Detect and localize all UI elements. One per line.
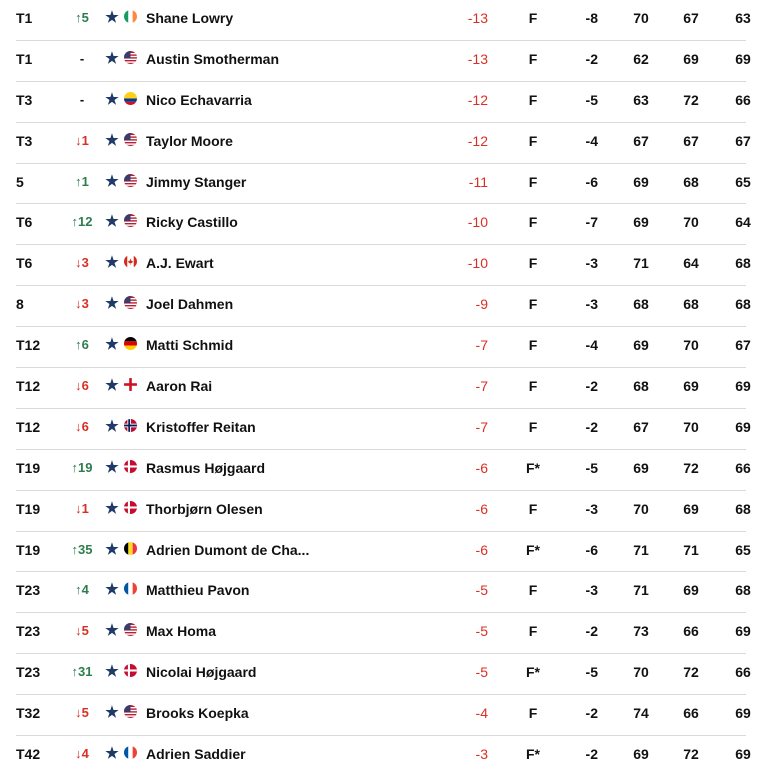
round-2-score: 69 [680,368,702,408]
player-name[interactable]: Adrien Dumont de Cha... [146,532,316,572]
total-score: -6 [456,450,488,490]
star-icon[interactable]: ★ [104,164,120,204]
position: T6 [16,204,56,244]
round-3-score: 69 [732,736,754,776]
today-score: -3 [576,286,598,326]
position: T19 [16,491,56,531]
position-movement: ↓1 [60,491,104,531]
position: 5 [16,164,56,204]
star-icon[interactable]: ★ [104,572,120,612]
round-3-score: 66 [732,82,754,122]
total-score: -13 [456,41,488,81]
table-row[interactable] [16,572,746,613]
thru-status: F [516,123,550,163]
round-2-score: 69 [680,41,702,81]
round-1-score: 69 [630,164,652,204]
star-icon[interactable]: ★ [104,613,120,653]
round-1-score: 67 [630,409,652,449]
star-icon[interactable]: ★ [104,286,120,326]
position: T12 [16,368,56,408]
position: T3 [16,82,56,122]
player-name[interactable]: Aaron Rai [146,368,316,408]
total-score: -12 [456,82,488,122]
round-3-score: 65 [732,532,754,572]
position: T42 [16,736,56,776]
thru-status: F [516,0,550,40]
today-score: -3 [576,245,598,285]
star-icon[interactable]: ★ [104,491,120,531]
round-3-score: 67 [732,123,754,163]
round-3-score: 67 [732,327,754,367]
player-name[interactable]: Kristoffer Reitan [146,409,316,449]
thru-status: F [516,409,550,449]
round-1-score: 62 [630,41,652,81]
usa-flag-icon [124,623,137,636]
round-1-score: 70 [630,654,652,694]
round-3-score: 69 [732,695,754,735]
total-score: -7 [456,368,488,408]
thru-status: F [516,82,550,122]
round-2-score: 70 [680,409,702,449]
usa-flag-icon [124,133,137,146]
star-icon[interactable]: ★ [104,41,120,81]
position: T1 [16,0,56,40]
player-name[interactable]: A.J. Ewart [146,245,316,285]
germany-flag-icon [124,337,137,350]
position-movement: ↓3 [60,286,104,326]
round-1-score: 71 [630,572,652,612]
total-score: -13 [456,0,488,40]
round-1-score: 69 [630,450,652,490]
round-1-score: 69 [630,736,652,776]
star-icon[interactable]: ★ [104,368,120,408]
star-icon[interactable]: ★ [104,82,120,122]
total-score: -10 [456,204,488,244]
star-icon[interactable]: ★ [104,327,120,367]
thru-status: F [516,613,550,653]
player-name[interactable]: Brooks Koepka [146,695,316,735]
round-3-score: 66 [732,450,754,490]
round-2-score: 67 [680,0,702,40]
round-1-score: 71 [630,532,652,572]
table-row[interactable] [16,409,746,450]
total-score: -5 [456,572,488,612]
position: T6 [16,245,56,285]
thru-status: F* [516,736,550,776]
round-1-score: 67 [630,123,652,163]
table-row[interactable] [16,286,746,327]
today-score: -2 [576,368,598,408]
thru-status: F [516,164,550,204]
norway-flag-icon [124,419,137,432]
star-icon[interactable]: ★ [104,695,120,735]
round-3-score: 65 [732,164,754,204]
position-movement: ↓5 [60,695,104,735]
player-name[interactable]: Joel Dahmen [146,286,316,326]
round-2-score: 66 [680,613,702,653]
position: T23 [16,654,56,694]
total-score: -10 [456,245,488,285]
today-score: -6 [576,532,598,572]
usa-flag-icon [124,296,137,309]
table-row[interactable] [16,532,746,573]
round-2-score: 72 [680,736,702,776]
thru-status: F [516,286,550,326]
player-name[interactable]: Rasmus Højgaard [146,450,316,490]
round-1-score: 68 [630,286,652,326]
position-movement: ↑31 [60,654,104,694]
today-score: -4 [576,327,598,367]
round-3-score: 68 [732,572,754,612]
round-3-score: 69 [732,613,754,653]
star-icon[interactable]: ★ [104,204,120,244]
total-score: -6 [456,532,488,572]
thru-status: F* [516,450,550,490]
round-2-score: 64 [680,245,702,285]
position-movement: ↑5 [60,0,104,40]
today-score: -5 [576,82,598,122]
round-1-score: 63 [630,82,652,122]
player-name[interactable]: Taylor Moore [146,123,316,163]
table-row[interactable] [16,736,746,777]
table-row[interactable] [16,327,746,368]
player-name[interactable]: Nicolai Højgaard [146,654,316,694]
france-flag-icon [124,746,137,759]
player-name[interactable]: Nico Echavarria [146,82,316,122]
usa-flag-icon [124,705,137,718]
today-score: -7 [576,204,598,244]
table-row[interactable] [16,0,746,41]
position-movement: ↓6 [60,409,104,449]
round-2-score: 69 [680,491,702,531]
round-1-score: 69 [630,327,652,367]
position-movement: ↑4 [60,572,104,612]
round-2-score: 72 [680,654,702,694]
table-row[interactable] [16,491,746,532]
round-1-score: 69 [630,204,652,244]
today-score: -8 [576,0,598,40]
total-score: -7 [456,327,488,367]
today-score: -2 [576,409,598,449]
usa-flag-icon [124,174,137,187]
position-movement: ↑6 [60,327,104,367]
star-icon[interactable]: ★ [104,654,120,694]
table-row[interactable] [16,123,746,164]
round-1-score: 71 [630,245,652,285]
star-icon[interactable]: ★ [104,532,120,572]
position-movement: ↓3 [60,245,104,285]
today-score: -2 [576,613,598,653]
today-score: -2 [576,736,598,776]
thru-status: F [516,572,550,612]
player-name[interactable]: Matthieu Pavon [146,572,316,612]
france-flag-icon [124,582,137,595]
table-row[interactable] [16,368,746,409]
player-name[interactable]: Adrien Saddier [146,736,316,776]
position-movement: - [60,41,104,81]
position-movement: ↑19 [60,450,104,490]
table-row[interactable] [16,695,746,736]
round-1-score: 70 [630,491,652,531]
today-score: -4 [576,123,598,163]
round-3-score: 69 [732,409,754,449]
today-score: -6 [576,164,598,204]
player-name[interactable]: Ricky Castillo [146,204,316,244]
usa-flag-icon [124,51,137,64]
star-icon[interactable]: ★ [104,123,120,163]
total-score: -9 [456,286,488,326]
position: T12 [16,409,56,449]
thru-status: F [516,41,550,81]
thru-status: F [516,327,550,367]
round-3-score: 63 [732,0,754,40]
round-2-score: 70 [680,204,702,244]
ireland-flag-icon [124,10,137,23]
round-3-score: 68 [732,245,754,285]
table-row[interactable] [16,82,746,123]
total-score: -5 [456,613,488,653]
player-name[interactable]: Max Homa [146,613,316,653]
table-row[interactable] [16,41,746,82]
position-movement: ↑1 [60,164,104,204]
star-icon[interactable]: ★ [104,450,120,490]
total-score: -6 [456,491,488,531]
round-1-score: 74 [630,695,652,735]
position: T19 [16,532,56,572]
position: T3 [16,123,56,163]
star-icon[interactable]: ★ [104,0,120,40]
thru-status: F [516,204,550,244]
denmark-flag-icon [124,501,137,514]
belgium-flag-icon [124,542,137,555]
star-icon[interactable]: ★ [104,245,120,285]
round-1-score: 70 [630,0,652,40]
thru-status: F [516,695,550,735]
round-2-score: 71 [680,532,702,572]
round-3-score: 64 [732,204,754,244]
round-2-score: 67 [680,123,702,163]
position-movement: - [60,82,104,122]
today-score: -3 [576,572,598,612]
star-icon[interactable]: ★ [104,409,120,449]
round-3-score: 68 [732,286,754,326]
table-row[interactable] [16,164,746,205]
table-row[interactable] [16,245,746,286]
thru-status: F [516,368,550,408]
player-name[interactable]: Jimmy Stanger [146,164,316,204]
denmark-flag-icon [124,460,137,473]
position: T32 [16,695,56,735]
position: T12 [16,327,56,367]
round-2-score: 68 [680,286,702,326]
thru-status: F* [516,654,550,694]
player-name[interactable]: Shane Lowry [146,0,316,40]
table-row[interactable] [16,613,746,654]
player-name[interactable]: Matti Schmid [146,327,316,367]
denmark-flag-icon [124,664,137,677]
round-3-score: 68 [732,491,754,531]
position: T23 [16,572,56,612]
today-score: -5 [576,654,598,694]
round-2-score: 66 [680,695,702,735]
total-score: -11 [456,164,488,204]
round-2-score: 72 [680,450,702,490]
today-score: -3 [576,491,598,531]
round-2-score: 70 [680,327,702,367]
player-name[interactable]: Austin Smotherman [146,41,316,81]
usa-flag-icon [124,214,137,227]
position-movement: ↑35 [60,532,104,572]
thru-status: F [516,491,550,531]
table-row[interactable] [16,654,746,695]
position-movement: ↓1 [60,123,104,163]
round-3-score: 69 [732,41,754,81]
total-score: -3 [456,736,488,776]
position: T19 [16,450,56,490]
position-movement: ↓4 [60,736,104,776]
table-row[interactable] [16,204,746,245]
round-3-score: 69 [732,368,754,408]
today-score: -5 [576,450,598,490]
total-score: -12 [456,123,488,163]
round-2-score: 69 [680,572,702,612]
round-2-score: 68 [680,164,702,204]
position-movement: ↑12 [60,204,104,244]
round-3-score: 66 [732,654,754,694]
round-1-score: 68 [630,368,652,408]
thru-status: F [516,245,550,285]
colombia-flag-icon [124,92,137,105]
star-icon[interactable]: ★ [104,736,120,776]
canada-flag-icon [124,255,137,268]
table-row[interactable] [16,450,746,491]
total-score: -5 [456,654,488,694]
position: T23 [16,613,56,653]
position-movement: ↓5 [60,613,104,653]
england-flag-icon [124,378,137,391]
position-movement: ↓6 [60,368,104,408]
player-name[interactable]: Thorbjørn Olesen [146,491,316,531]
today-score: -2 [576,41,598,81]
today-score: -2 [576,695,598,735]
position: 8 [16,286,56,326]
total-score: -7 [456,409,488,449]
position: T1 [16,41,56,81]
total-score: -4 [456,695,488,735]
thru-status: F* [516,532,550,572]
round-1-score: 73 [630,613,652,653]
round-2-score: 72 [680,82,702,122]
